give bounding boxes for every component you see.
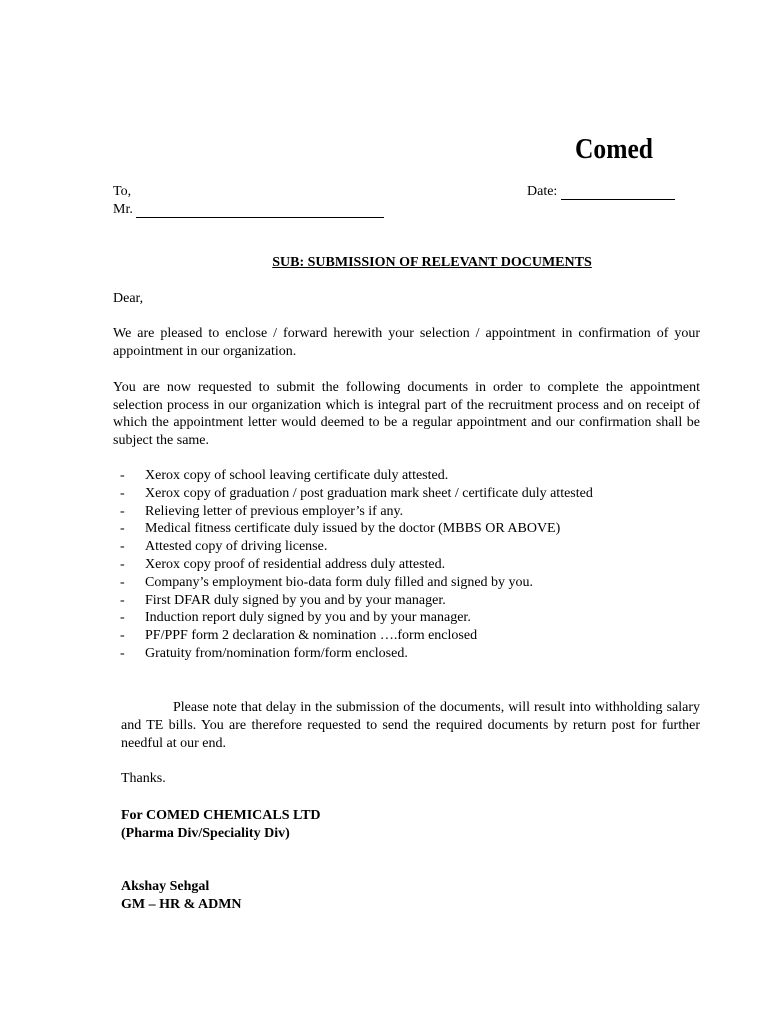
signatory-block xyxy=(121,878,242,914)
addressee-to xyxy=(113,184,131,200)
document-list-item xyxy=(113,574,593,592)
paragraph-intro: We are pleased to enclose / forward herewith your selection / appointment in confirmation of your appointment in our organization. xyxy=(113,326,700,359)
company-block xyxy=(121,807,321,843)
signatory-title: GM – HR & ADMN xyxy=(121,897,242,912)
document-list-item xyxy=(113,627,593,645)
bullet-dash: - xyxy=(120,628,125,644)
document-list-item xyxy=(113,485,593,503)
document-item-text: Induction report duly signed by you and by your manager. xyxy=(145,610,471,626)
document-item-text: Company’s employment bio-data form duly filled and signed by you. xyxy=(145,574,534,590)
document-list-item xyxy=(113,592,593,610)
bullet-dash: - xyxy=(120,592,125,608)
document-item-text: PF/PPF form 2 declaration & nomination ….form enclosed xyxy=(145,628,478,644)
document-list-item xyxy=(113,609,593,627)
document-item-text: Xerox copy of school leaving certificate duly attested. xyxy=(145,468,449,483)
document-item-text: Xerox copy proof of residential address duly attested. xyxy=(145,556,446,572)
bullet-dash: - xyxy=(120,485,125,501)
document-item-text: First DFAR duly signed by you and by your manager. xyxy=(145,592,446,608)
document-list-item xyxy=(113,538,593,556)
document-list-item xyxy=(113,503,593,521)
document-item-text: Relieving letter of previous employer’s if any. xyxy=(145,503,404,519)
to-label: To, xyxy=(113,184,132,199)
document-item-text: Gratuity from/nomination form/form enclosed. xyxy=(145,645,408,661)
bullet-dash: - xyxy=(120,645,125,661)
bullet-dash: - xyxy=(120,574,125,590)
paragraph-request: You are now requested to submit the following documents in order to complete the appointment selection process in our organization which is integral part of the recruitment process and on receipt of which the appointment letter would deemed to be a regular appointment and our confirmation shall be subject the same. xyxy=(113,380,700,448)
bullet-dash: - xyxy=(120,556,125,572)
document-list-item xyxy=(113,467,593,485)
salutation: Dear, xyxy=(113,291,144,306)
mr-label: Mr. xyxy=(113,202,133,217)
signatory-name: Akshay Sehgal xyxy=(121,879,210,894)
document-item-text: Medical fitness certificate duly issued by the doctor (MBBS OR ABOVE) xyxy=(145,521,561,537)
bullet-dash: - xyxy=(120,503,125,519)
document-list-item xyxy=(113,556,593,574)
document-list-item xyxy=(113,645,593,663)
bullet-dash: - xyxy=(120,610,125,626)
documents-list xyxy=(113,467,593,663)
company-division: (Pharma Div/Speciality Div) xyxy=(121,826,290,841)
date-line xyxy=(527,184,675,200)
date-blank-line xyxy=(561,185,675,200)
addressee-name-line xyxy=(113,202,384,218)
bullet-dash: - xyxy=(120,468,125,483)
document-item-text: Xerox copy of graduation / post graduation mark sheet / certificate duly attested xyxy=(145,485,593,501)
paragraph-note: Please note that delay in the submission of the documents, will result into withholding salary and TE bills. You are therefore requested to send the required documents by return post for further needful at our end. xyxy=(121,700,700,752)
date-label: Date: xyxy=(527,184,558,199)
document-list-item xyxy=(113,520,593,538)
document-item-text: Attested copy of driving license. xyxy=(145,539,328,555)
company-name: For COMED CHEMICALS LTD xyxy=(121,808,321,823)
subject-heading: SUB: SUBMISSION OF RELEVANT DOCUMENTS xyxy=(272,255,592,270)
bullet-dash: - xyxy=(120,539,125,555)
closing: Thanks. xyxy=(121,771,166,786)
company-logo: Comed xyxy=(575,133,653,165)
bullet-dash: - xyxy=(120,521,125,537)
name-blank-line xyxy=(136,203,384,218)
